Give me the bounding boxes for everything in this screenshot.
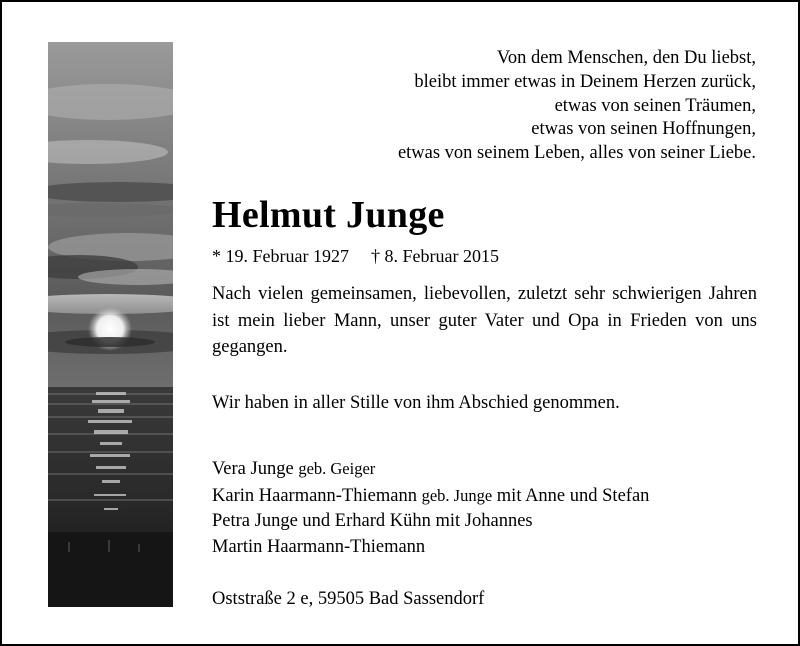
quote-line: bleibt immer etwas in Deinem Herzen zurück,	[414, 71, 756, 92]
family-member-name: Karin Haarmann-Thiemann	[212, 485, 417, 506]
sunset-sea-photo	[48, 42, 173, 607]
life-dates	[212, 246, 499, 267]
quote-line: Von dem Menschen, den Du liebst,	[496, 48, 756, 68]
family-member	[212, 456, 649, 483]
deceased-name: Helmut Junge	[212, 194, 445, 236]
quote-line: etwas von seinen Hoffnungen,	[531, 119, 756, 140]
quote-line: etwas von seinem Leben, alles von seiner Liebe.	[397, 143, 756, 164]
family-member-note: geb. Junge	[421, 485, 493, 505]
death-date: † 8. Februar 2015	[370, 246, 499, 266]
family-list	[212, 456, 649, 560]
birth-date: * 19. Februar 1927	[212, 246, 349, 266]
family-member-name: Martin Haarmann-Thiemann	[212, 536, 426, 557]
family-member	[212, 483, 649, 510]
family-member-name: Vera Junge	[212, 459, 294, 479]
family-member	[212, 535, 649, 561]
family-member-rest: mit Anne und Stefan	[496, 485, 650, 506]
memorial-quote	[236, 47, 756, 166]
farewell-text: Wir haben in aller Stille von ihm Abschied genommen.	[212, 393, 620, 413]
family-member-note: geb. Geiger	[298, 459, 376, 478]
quote-line: etwas von seinen Träumen,	[554, 95, 756, 116]
notice-text: Nach vielen gemeinsamen, liebevollen, zuletzt sehr schwierigen Jahren ist mein lieber Mann, unser guter Vater und Opa in Frieden von uns gegangen.	[212, 284, 757, 357]
family-member	[212, 509, 649, 535]
family-address: Oststraße 2 e, 59505 Bad Sassendorf	[212, 589, 485, 609]
family-member-name: Petra Junge und Erhard Kühn mit Johannes	[212, 511, 533, 531]
